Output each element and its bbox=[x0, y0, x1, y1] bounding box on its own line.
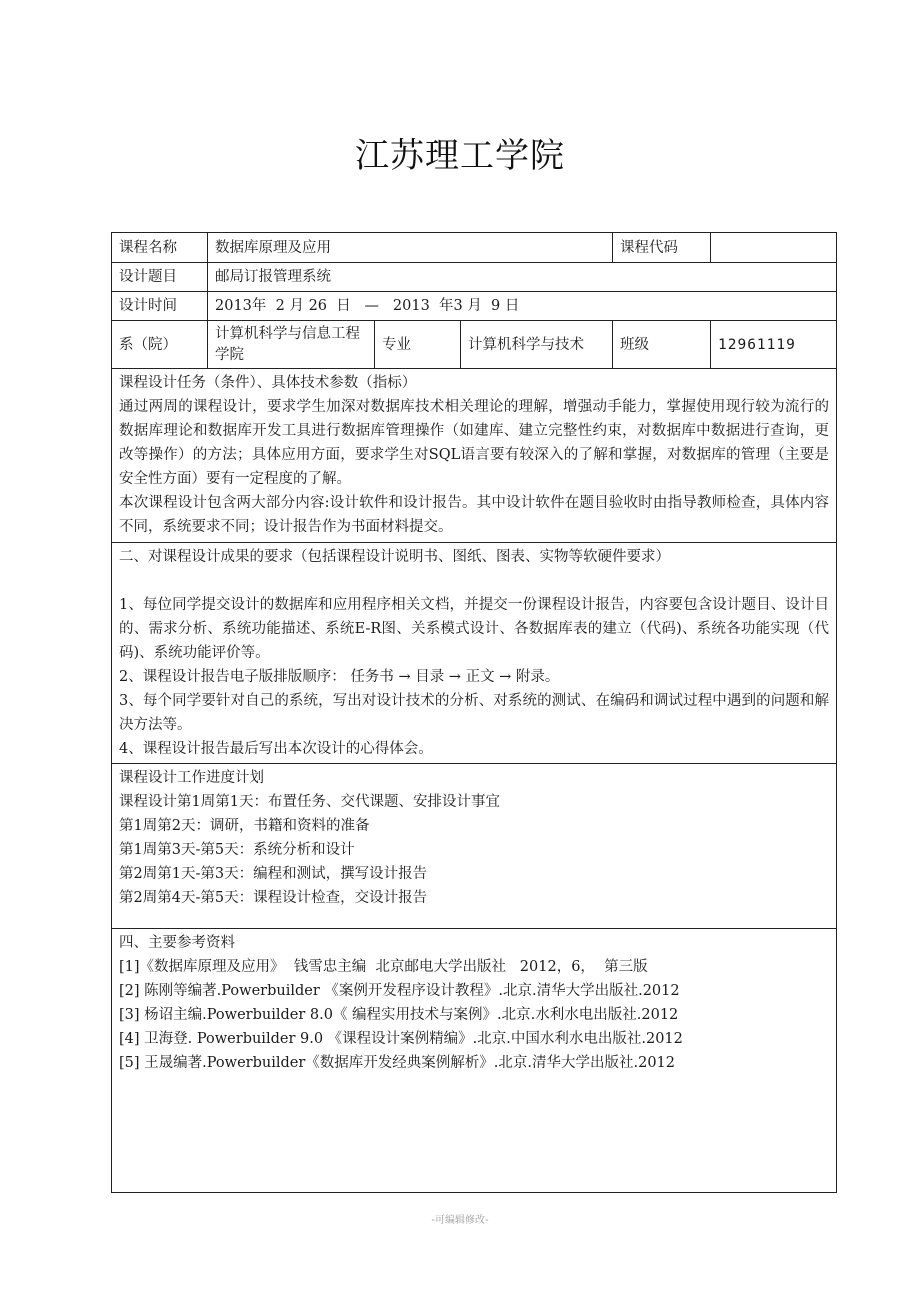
references-section bbox=[112, 928, 836, 1192]
topic-label: 设计题目 bbox=[119, 269, 177, 285]
reference-item: [5] 王晟编著.Powerbuilder《数据库开发经典案例解析》.北京.清华大学出版社.2012 bbox=[119, 1055, 675, 1071]
schedule-item: 第1周第2天：调研，书籍和资料的准备 bbox=[119, 818, 370, 834]
dept-label: 系（院） bbox=[119, 336, 177, 353]
task-heading: 课程设计任务（条件）、具体技术参数（指标） bbox=[119, 375, 417, 391]
major-label: 专业 bbox=[374, 321, 460, 368]
topic-value: 邮局订报管理系统 bbox=[207, 263, 836, 291]
schedule-item: 第2周第4天-第5天：课程设计检查，交设计报告 bbox=[119, 890, 428, 906]
dept-value: 计算机科学与信息工程学院 bbox=[207, 321, 374, 368]
document-title: 江苏理工学院 bbox=[355, 136, 565, 176]
row-course bbox=[112, 233, 836, 262]
requirements-heading: 二、对课程设计成果的要求（包括课程设计说明书、图纸、图表、实物等软硬件要求） bbox=[119, 549, 670, 565]
requirement-item: 1、每位同学提交设计的数据库和应用程序相关文档，并提交一份课程设计报告，内容要包含设计题目、设计目的、需求分析、系统功能描述、系统E-R图、关系模式设计、各数据库表的建立（代码)、系统各功能实现（代码)、系统功能评价等。 bbox=[119, 597, 829, 661]
task-paragraph-1: 通过两周的课程设计，要求学生加深对数据库技术相关理论的理解，增强动手能力，掌握使用现行较为流行的数据库理论和数据库开发工具进行数据库管理操作（如建库、建立完整性约束，对数据库中数据进行查询，更改等操作）的方法；具体应用方面，要求学生对SQL语言要有较深入的了解和掌握，对数据库的管理（主要是安全性方面）要有一定程度的了解。 bbox=[119, 399, 829, 487]
task-paragraph-2: 本次课程设计包含两大部分内容:设计软件和设计报告。其中设计软件在题目验收时由指导教师检查，具体内容不同，系统要求不同；设计报告作为书面材料提交。 bbox=[119, 495, 829, 535]
major-value: 计算机科学与技术 bbox=[460, 321, 612, 368]
requirements-section bbox=[112, 542, 836, 763]
course-name-value: 数据库原理及应用 bbox=[207, 233, 612, 262]
row-time bbox=[112, 291, 836, 320]
reference-item: [3] 杨诏主编.Powerbuilder 8.0《 编程实用技术与案例》.北京.水利水电出版社.2012 bbox=[119, 1007, 679, 1023]
class-value: 12961119 bbox=[710, 321, 836, 368]
class-label: 班级 bbox=[612, 321, 710, 368]
course-name-label: 课程名称 bbox=[119, 239, 177, 256]
time-value: 2013年 2 月 26 日 — 2013 年3 月 9 日 bbox=[207, 292, 836, 320]
schedule-heading: 课程设计工作进度计划 bbox=[119, 770, 264, 786]
row-department bbox=[112, 320, 836, 368]
course-code-value bbox=[710, 233, 836, 262]
schedule-item: 课程设计第1周第1天：布置任务、交代课题、安排设计事宜 bbox=[119, 794, 500, 810]
requirement-item: 4、课程设计报告最后写出本次设计的心得体会。 bbox=[119, 741, 433, 757]
reference-item: [2] 陈刚等编著.Powerbuilder 《案例开发程序设计教程》.北京.清华大学出版社.2012 bbox=[119, 983, 680, 999]
row-topic bbox=[112, 262, 836, 291]
requirement-item: 3、每个同学要针对自己的系统，写出对设计技术的分析、对系统的测试、在编码和调试过程中遇到的问题和解决方法等。 bbox=[119, 693, 829, 733]
schedule-item: 第1周第3天-第5天：系统分析和设计 bbox=[119, 842, 355, 858]
page-footer: -可编辑修改- bbox=[431, 1215, 489, 1226]
course-code-label: 课程代码 bbox=[612, 233, 710, 262]
requirement-item: 2、课程设计报告电子版排版顺序： 任务书 → 目录 → 正文 → 附录。 bbox=[119, 669, 560, 685]
references-heading: 四、主要参考资料 bbox=[119, 935, 235, 951]
reference-item: [1]《数据库原理及应用》 钱雪忠主编 北京邮电大学出版社 2012，6， 第三版 bbox=[119, 959, 648, 975]
reference-item: [4] 卫海登. Powerbuilder 9.0 《课程设计案例精编》.北京.中国水利水电出版社.2012 bbox=[119, 1031, 683, 1047]
schedule-item: 第2周第1天-第3天：编程和测试，撰写设计报告 bbox=[119, 866, 428, 882]
time-label: 设计时间 bbox=[119, 298, 177, 314]
course-design-table bbox=[111, 232, 837, 1193]
schedule-section bbox=[112, 763, 836, 928]
task-section bbox=[112, 368, 836, 542]
